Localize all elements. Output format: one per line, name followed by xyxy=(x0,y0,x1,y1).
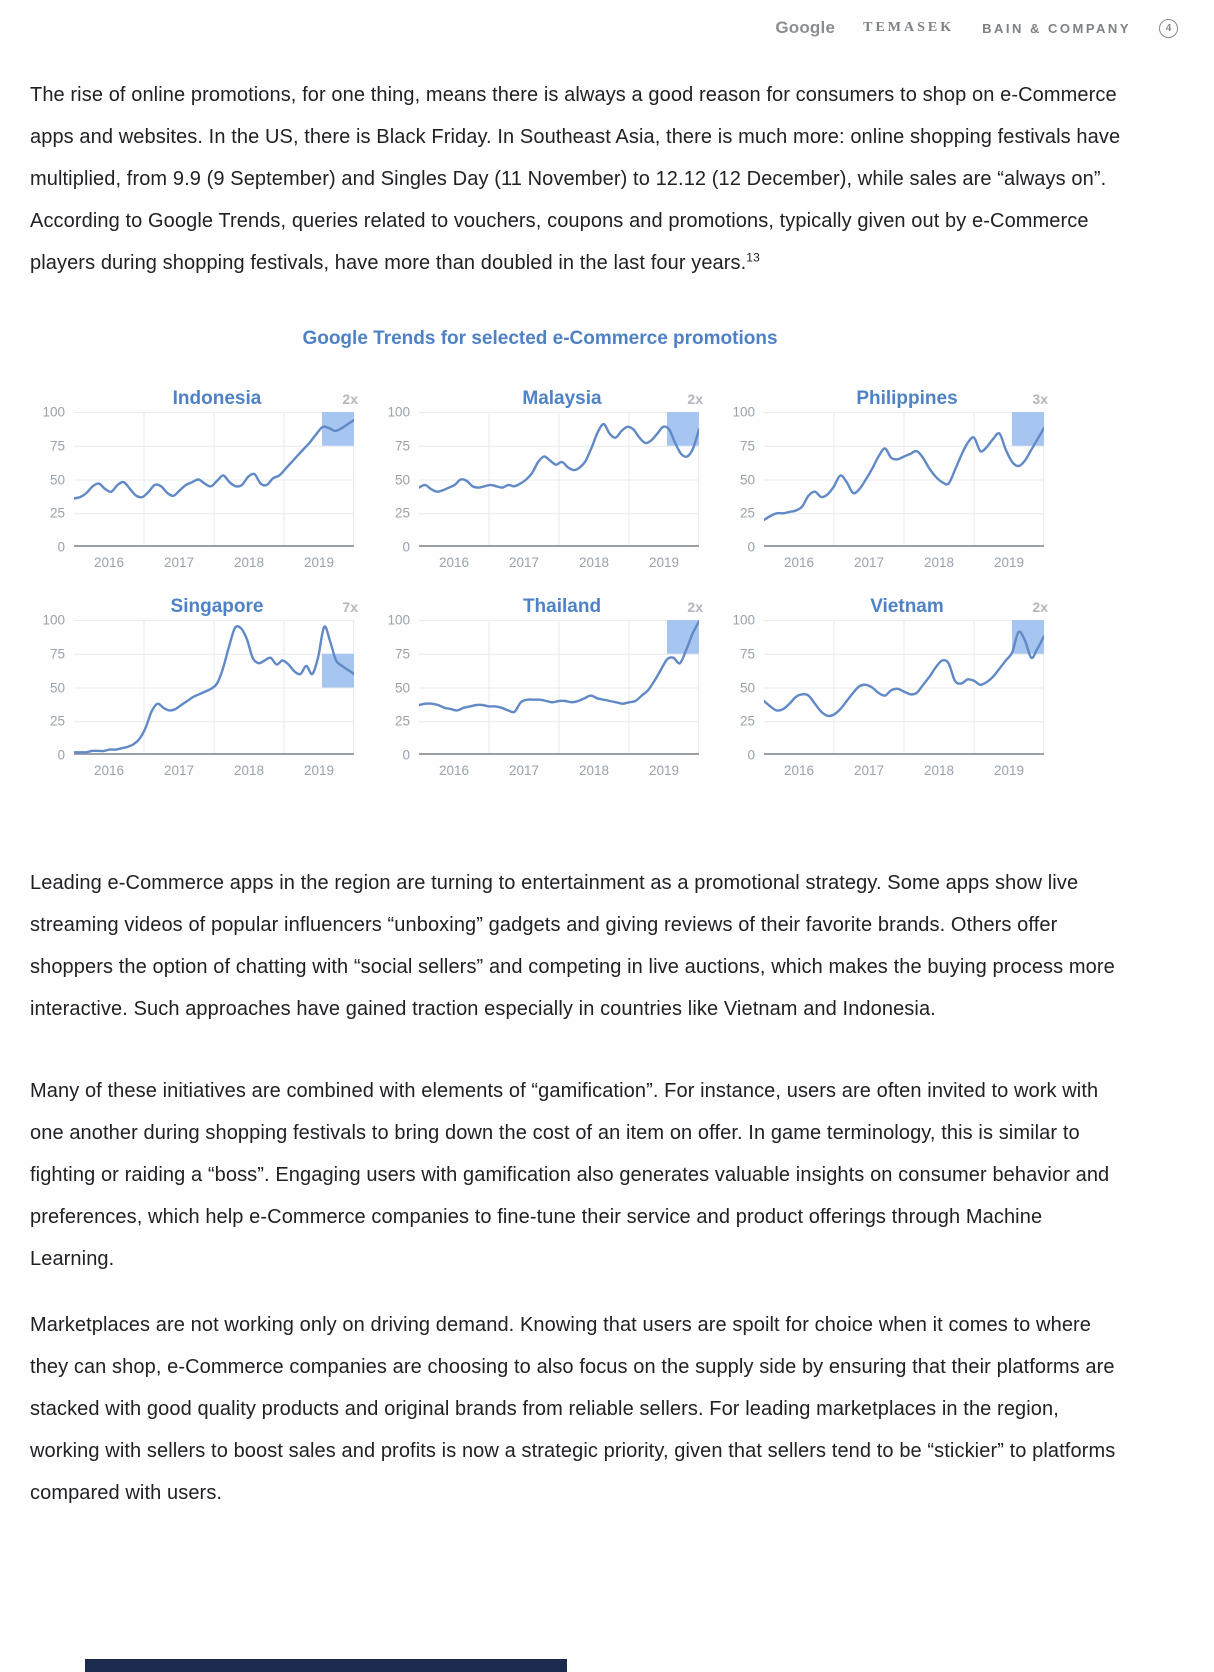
chart-header xyxy=(74,382,360,412)
chart-body xyxy=(375,404,705,555)
y-axis xyxy=(375,612,419,763)
x-tick-label: 2018 xyxy=(923,555,955,570)
y-tick-label: 75 xyxy=(739,646,755,662)
x-axis xyxy=(74,547,354,570)
y-tick-label: 75 xyxy=(739,438,755,454)
charts-grid xyxy=(30,382,1214,778)
plot-area xyxy=(74,620,354,755)
chart-title: Indonesia xyxy=(172,388,262,409)
y-tick-label: 50 xyxy=(739,472,755,487)
y-tick-label: 0 xyxy=(57,539,65,555)
chart-multiplier-label: 3x xyxy=(1032,391,1048,407)
y-tick-label: 25 xyxy=(49,505,65,521)
chart-multiplier-label: 7x xyxy=(342,599,358,615)
x-axis xyxy=(74,755,354,778)
trend-chart-vietnam xyxy=(720,590,1050,778)
plot-area xyxy=(419,620,699,755)
x-axis xyxy=(419,755,699,778)
y-tick-label: 100 xyxy=(42,612,65,628)
chart-title: Malaysia xyxy=(522,388,602,409)
plot-area xyxy=(419,412,699,547)
chart-title: Vietnam xyxy=(870,596,944,617)
y-tick-label: 25 xyxy=(394,505,410,521)
x-tick-label: 2016 xyxy=(438,763,470,778)
x-tick-label: 2018 xyxy=(233,763,265,778)
plot-area xyxy=(74,412,354,547)
y-tick-label: 100 xyxy=(42,404,65,420)
x-tick-label: 2018 xyxy=(578,555,610,570)
highlight-band xyxy=(667,620,699,654)
trend-chart-singapore xyxy=(30,590,360,778)
y-tick-label: 100 xyxy=(387,612,410,628)
paragraph-entertainment: Leading e-Commerce apps in the region are turning to entertainment as a promotional strategy. Some apps show live streaming videos of popular influencers “unboxing” gadgets and giving reviews of their favorite brands. Others offer shoppers the option of chatting with “social sellers” and competing in live auctions, which makes the buying process more interactive. Such approaches have gained traction especially in countries like Vietnam and Indonesia. xyxy=(30,872,1115,1020)
temasek-logo: TEMASEK xyxy=(863,20,955,35)
y-tick-label: 25 xyxy=(739,713,755,729)
chart-header xyxy=(764,382,1050,412)
trend-chart-thailand xyxy=(375,590,705,778)
trend-chart-malaysia xyxy=(375,382,705,570)
y-axis xyxy=(375,404,419,555)
plot-area xyxy=(764,620,1044,755)
footer-accent-bar xyxy=(85,1659,567,1672)
chart-multiplier-label: 2x xyxy=(1032,599,1048,615)
y-tick-label: 0 xyxy=(747,539,755,555)
y-tick-label: 100 xyxy=(732,404,755,420)
x-tick-label: 2017 xyxy=(163,763,195,778)
x-tick-label: 2016 xyxy=(93,555,125,570)
highlight-band xyxy=(1012,412,1044,446)
bain-company-logo: BAIN & COMPANY xyxy=(982,20,1131,36)
chart-header xyxy=(419,590,705,620)
paragraph-marketplaces: Marketplaces are not working only on driving demand. Knowing that users are spoilt for choice when it comes to where they can shop, e-Commerce companies are choosing to also focus on the supply side by ensuring that their platforms are stacked with good quality products and original brands from reliable sellers. For leading marketplaces in the region, working with sellers to boost sales and profits is now a strategic priority, given that sellers tend to be “stickier” to platforms compared with users. xyxy=(30,1314,1116,1504)
x-tick-label: 2016 xyxy=(93,763,125,778)
x-tick-label: 2017 xyxy=(508,763,540,778)
plot-area xyxy=(764,412,1044,547)
x-tick-label: 2017 xyxy=(853,763,885,778)
chart-body xyxy=(375,612,705,763)
trend-chart-indonesia xyxy=(30,382,360,570)
x-tick-label: 2018 xyxy=(923,763,955,778)
paragraph-gamification: Many of these initiatives are combined with elements of “gamification”. For instance, users are often invited to work with one another during shopping festivals to bring down the cost of an item on offer. In game terminology, this is similar to fighting or raiding a “boss”. Engaging users with gamification also generates valuable insights on consumer behavior and preferences, which help e-Commerce companies to fine-tune their service and product offerings through Machine Learning. xyxy=(30,1080,1110,1270)
y-tick-label: 50 xyxy=(394,680,410,695)
x-axis xyxy=(419,547,699,570)
y-tick-label: 75 xyxy=(394,646,410,662)
y-tick-label: 50 xyxy=(49,472,65,487)
y-tick-label: 25 xyxy=(49,713,65,729)
y-tick-label: 50 xyxy=(394,472,410,487)
x-tick-label: 2019 xyxy=(993,555,1025,570)
y-axis xyxy=(720,612,764,763)
chart-body xyxy=(30,404,360,555)
x-tick-label: 2017 xyxy=(508,555,540,570)
chart-title: Thailand xyxy=(522,596,602,617)
x-tick-label: 2017 xyxy=(163,555,195,570)
x-tick-label: 2019 xyxy=(303,555,335,570)
chart-multiplier-label: 2x xyxy=(687,391,703,407)
chart-title: Philippines xyxy=(856,388,958,409)
chart-multiplier-label: 2x xyxy=(342,391,358,407)
y-tick-label: 0 xyxy=(402,539,410,555)
y-axis xyxy=(30,612,74,763)
chart-header xyxy=(764,590,1050,620)
trend-chart-philippines xyxy=(720,382,1050,570)
x-tick-label: 2019 xyxy=(993,763,1025,778)
y-tick-label: 0 xyxy=(57,747,65,763)
x-tick-label: 2016 xyxy=(438,555,470,570)
x-tick-label: 2016 xyxy=(783,763,815,778)
highlight-band xyxy=(667,412,699,446)
footnote-ref: 13 xyxy=(746,250,760,265)
y-tick-label: 75 xyxy=(49,438,65,454)
y-tick-label: 25 xyxy=(394,713,410,729)
paragraph-promotions xyxy=(30,74,1122,284)
y-tick-label: 50 xyxy=(49,680,65,695)
y-tick-label: 0 xyxy=(747,747,755,763)
x-tick-label: 2018 xyxy=(578,763,610,778)
y-tick-label: 0 xyxy=(402,747,410,763)
header-logos xyxy=(0,0,1214,38)
y-axis xyxy=(30,404,74,555)
y-tick-label: 75 xyxy=(394,438,410,454)
x-tick-label: 2018 xyxy=(233,555,265,570)
chart-body xyxy=(720,612,1050,763)
chart-title: Singapore xyxy=(170,596,264,617)
google-logo: Google xyxy=(775,18,836,37)
x-tick-label: 2017 xyxy=(853,555,885,570)
paragraph-promotions-text: The rise of online promotions, for one thing, means there is always a good reason for consumers to shop on e-Commerce apps and websites. In the US, there is Black Friday. In Southeast Asia, there is much more: online shopping festivals have multiplied, from 9.9 (9 September) and Singles Day (11 November) to 12.12 (12 December), while sales are “always on”. According to Google Trends, queries related to vouchers, coupons and promotions, typically given out by e-Commerce players during shopping festivals, have more than doubled in the last four years. xyxy=(30,84,1121,274)
y-axis xyxy=(720,404,764,555)
charts-section-title: Google Trends for selected e-Commerce promotions xyxy=(302,328,778,349)
chart-body xyxy=(30,612,360,763)
x-axis xyxy=(764,547,1044,570)
circled-4-icon: 4 xyxy=(1159,19,1178,38)
x-axis xyxy=(764,755,1044,778)
y-tick-label: 100 xyxy=(387,404,410,420)
chart-header xyxy=(74,590,360,620)
x-tick-label: 2019 xyxy=(648,763,680,778)
chart-body xyxy=(720,404,1050,555)
chart-multiplier-label: 2x xyxy=(687,599,703,615)
chart-header xyxy=(419,382,705,412)
y-tick-label: 50 xyxy=(739,680,755,695)
x-tick-label: 2019 xyxy=(303,763,335,778)
y-tick-label: 25 xyxy=(739,505,755,521)
x-tick-label: 2016 xyxy=(783,555,815,570)
y-tick-label: 100 xyxy=(732,612,755,628)
x-tick-label: 2019 xyxy=(648,555,680,570)
y-tick-label: 75 xyxy=(49,646,65,662)
